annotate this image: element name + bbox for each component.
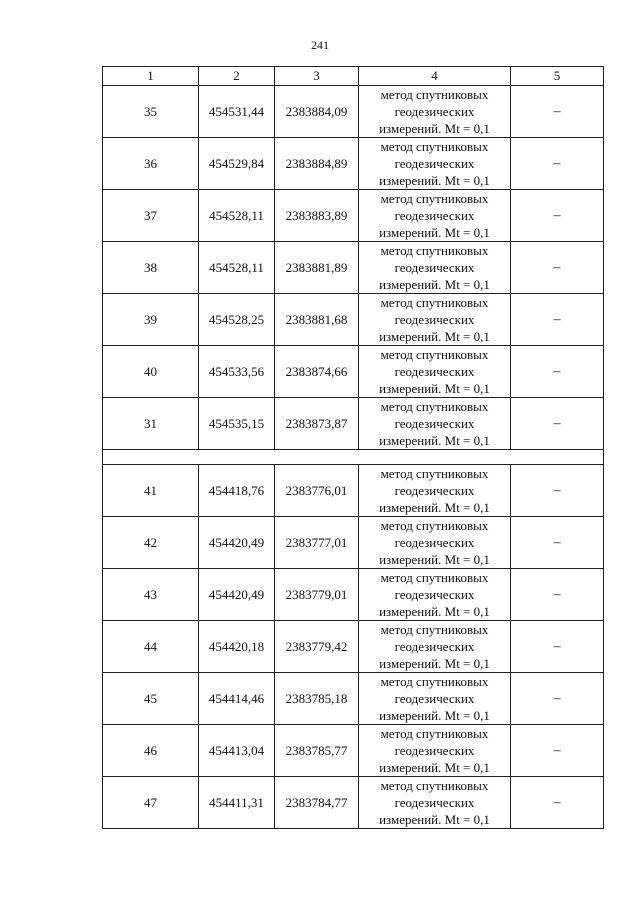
table-row (103, 725, 604, 777)
x-coordinate-cell: 454414,46 (199, 673, 275, 725)
method-cell (359, 346, 511, 398)
method-line: метод спутниковых (380, 570, 489, 585)
table-row (103, 190, 604, 242)
x-coordinate-cell: 454418,76 (199, 465, 275, 517)
precision-cell: – (511, 294, 604, 346)
table-row (103, 138, 604, 190)
method-line: геодезических (394, 795, 475, 810)
column-header: 5 (511, 67, 604, 86)
method-line: геодезических (394, 639, 475, 654)
method-line: геодезических (394, 535, 475, 550)
method-cell (359, 725, 511, 777)
x-coordinate-cell: 454413,04 (199, 725, 275, 777)
table-row (103, 294, 604, 346)
table-row (103, 346, 604, 398)
x-coordinate-cell: 454528,11 (199, 190, 275, 242)
point-number-cell: 39 (103, 294, 199, 346)
y-coordinate-cell: 2383884,89 (275, 138, 359, 190)
method-cell (359, 138, 511, 190)
precision-cell: – (511, 346, 604, 398)
point-number-cell: 46 (103, 725, 199, 777)
method-line: измерений. Mt = 0,1 (379, 121, 490, 136)
method-cell (359, 398, 511, 450)
method-line: измерений. Mt = 0,1 (379, 656, 490, 671)
column-header: 4 (359, 67, 511, 86)
precision-cell: – (511, 673, 604, 725)
method-line: геодезических (394, 156, 475, 171)
method-line: измерений. Mt = 0,1 (379, 173, 490, 188)
method-line: измерений. Mt = 0,1 (379, 225, 490, 240)
precision-cell: – (511, 777, 604, 829)
table-row (103, 465, 604, 517)
x-coordinate-cell: 454531,44 (199, 86, 275, 138)
method-line: измерений. Mt = 0,1 (379, 329, 490, 344)
column-header: 1 (103, 67, 199, 86)
y-coordinate-cell: 2383884,09 (275, 86, 359, 138)
method-cell (359, 777, 511, 829)
precision-cell: – (511, 398, 604, 450)
precision-cell: – (511, 569, 604, 621)
method-line: измерений. Mt = 0,1 (379, 552, 490, 567)
point-number-cell: 41 (103, 465, 199, 517)
method-line: геодезических (394, 312, 475, 327)
x-coordinate-cell: 454420,49 (199, 517, 275, 569)
table-row (103, 398, 604, 450)
method-cell (359, 569, 511, 621)
y-coordinate-cell: 2383873,87 (275, 398, 359, 450)
point-number-cell: 47 (103, 777, 199, 829)
header-row (103, 67, 604, 86)
method-cell (359, 242, 511, 294)
separator-cell (103, 450, 604, 465)
method-line: геодезических (394, 364, 475, 379)
method-line: метод спутниковых (380, 295, 489, 310)
method-cell (359, 86, 511, 138)
precision-cell: – (511, 138, 604, 190)
method-line: метод спутниковых (380, 726, 489, 741)
method-line: измерений. Mt = 0,1 (379, 604, 490, 619)
point-number-cell: 31 (103, 398, 199, 450)
y-coordinate-cell: 2383784,77 (275, 777, 359, 829)
x-coordinate-cell: 454420,18 (199, 621, 275, 673)
method-line: геодезических (394, 260, 475, 275)
method-line: измерений. Mt = 0,1 (379, 277, 490, 292)
separator-row (103, 450, 604, 465)
method-cell (359, 517, 511, 569)
method-line: метод спутниковых (380, 518, 489, 533)
method-cell (359, 190, 511, 242)
x-coordinate-cell: 454411,31 (199, 777, 275, 829)
point-number-cell: 38 (103, 242, 199, 294)
method-cell (359, 465, 511, 517)
x-coordinate-cell: 454533,56 (199, 346, 275, 398)
method-cell (359, 621, 511, 673)
y-coordinate-cell: 2383874,66 (275, 346, 359, 398)
precision-cell: – (511, 86, 604, 138)
y-coordinate-cell: 2383785,18 (275, 673, 359, 725)
column-header: 3 (275, 67, 359, 86)
method-line: геодезических (394, 208, 475, 223)
method-line: метод спутниковых (380, 399, 489, 414)
precision-cell: – (511, 621, 604, 673)
method-line: измерений. Mt = 0,1 (379, 812, 490, 827)
y-coordinate-cell: 2383881,89 (275, 242, 359, 294)
point-number-cell: 40 (103, 346, 199, 398)
y-coordinate-cell: 2383777,01 (275, 517, 359, 569)
y-coordinate-cell: 2383785,77 (275, 725, 359, 777)
method-line: метод спутниковых (380, 674, 489, 689)
y-coordinate-cell: 2383779,42 (275, 621, 359, 673)
column-header: 2 (199, 67, 275, 86)
x-coordinate-cell: 454420,49 (199, 569, 275, 621)
method-cell (359, 673, 511, 725)
method-line: метод спутниковых (380, 87, 489, 102)
method-line: геодезических (394, 104, 475, 119)
method-line: геодезических (394, 743, 475, 758)
method-line: измерений. Mt = 0,1 (379, 760, 490, 775)
point-number-cell: 37 (103, 190, 199, 242)
coordinates-table (102, 66, 604, 829)
y-coordinate-cell: 2383776,01 (275, 465, 359, 517)
point-number-cell: 43 (103, 569, 199, 621)
table-row (103, 517, 604, 569)
table-row (103, 242, 604, 294)
method-line: метод спутниковых (380, 243, 489, 258)
point-number-cell: 44 (103, 621, 199, 673)
method-cell (359, 294, 511, 346)
method-line: измерений. Mt = 0,1 (379, 500, 490, 515)
precision-cell: – (511, 190, 604, 242)
method-line: геодезических (394, 416, 475, 431)
method-line: метод спутниковых (380, 191, 489, 206)
y-coordinate-cell: 2383883,89 (275, 190, 359, 242)
x-coordinate-cell: 454528,11 (199, 242, 275, 294)
point-number-cell: 35 (103, 86, 199, 138)
point-number-cell: 45 (103, 673, 199, 725)
x-coordinate-cell: 454535,15 (199, 398, 275, 450)
table-row (103, 569, 604, 621)
table-row (103, 777, 604, 829)
method-line: метод спутниковых (380, 347, 489, 362)
table-row (103, 621, 604, 673)
table-row (103, 673, 604, 725)
method-line: метод спутниковых (380, 466, 489, 481)
point-number-cell: 42 (103, 517, 199, 569)
precision-cell: – (511, 465, 604, 517)
table-body (103, 86, 604, 829)
method-line: геодезических (394, 483, 475, 498)
precision-cell: – (511, 517, 604, 569)
method-line: измерений. Mt = 0,1 (379, 708, 490, 723)
method-line: метод спутниковых (380, 622, 489, 637)
y-coordinate-cell: 2383779,01 (275, 569, 359, 621)
table-row (103, 86, 604, 138)
method-line: геодезических (394, 587, 475, 602)
point-number-cell: 36 (103, 138, 199, 190)
page-number: 241 (311, 38, 329, 52)
y-coordinate-cell: 2383881,68 (275, 294, 359, 346)
method-line: геодезических (394, 691, 475, 706)
method-line: метод спутниковых (380, 778, 489, 793)
x-coordinate-cell: 454528,25 (199, 294, 275, 346)
method-line: метод спутниковых (380, 139, 489, 154)
method-line: измерений. Mt = 0,1 (379, 433, 490, 448)
x-coordinate-cell: 454529,84 (199, 138, 275, 190)
precision-cell: – (511, 242, 604, 294)
precision-cell: – (511, 725, 604, 777)
method-line: измерений. Mt = 0,1 (379, 381, 490, 396)
